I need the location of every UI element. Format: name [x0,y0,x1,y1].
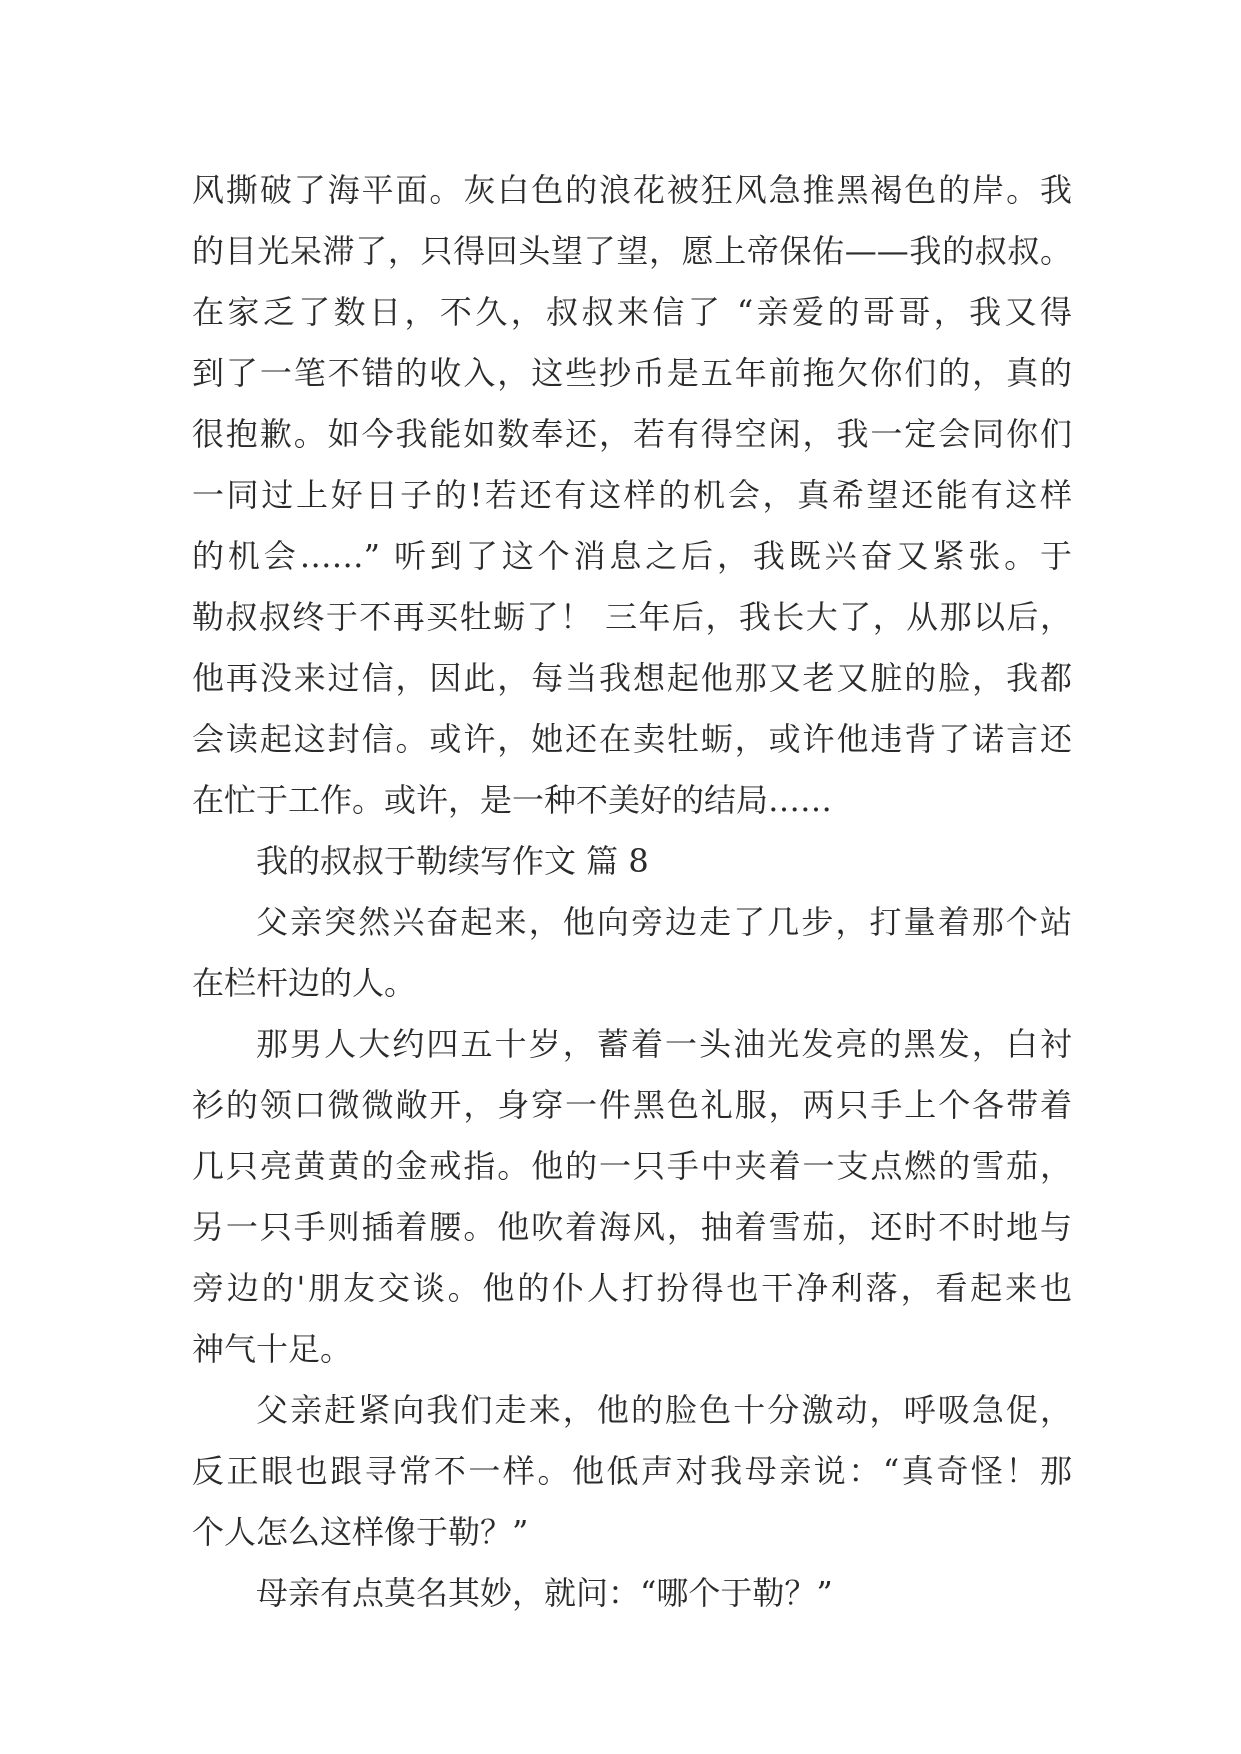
text-line: 几只亮黄黄的金戒指。他的一只手中夹着一支点燃的雪茄， [192,1147,1072,1185]
text-line: 父亲突然兴奋起来，他向旁边走了几步，打量着那个站 [256,903,1072,941]
text-line: 我的叔叔于勒续写作文 篇 8 [256,842,649,880]
text-line: 他再没来过信，因此，每当我想起他那又老又脏的脸，我都 [192,659,1072,697]
text-line: 在忙于工作。或许，是一种不美好的结局…… [192,781,833,819]
text-line: 那男人大约四五十岁，蓄着一头油光发亮的黑发，白衬 [256,1025,1072,1063]
text-line: 勒叔叔终于不再买牡蛎了！ 三年后，我长大了，从那以后， [192,598,1072,636]
text-line: 衫的领口微微敞开，身穿一件黑色礼服，两只手上个各带着 [192,1086,1072,1124]
text-line: 在栏杆边的人。 [192,964,417,1002]
text-line: 反正眼也跟寻常不一样。他低声对我母亲说：“真奇怪！那 [192,1452,1072,1490]
text-line: 会读起这封信。或许，她还在卖牡蛎，或许他违背了诺言还 [192,720,1072,758]
text-line: 神气十足。 [192,1330,353,1368]
text-line: 另一只手则插着腰。他吹着海风，抽着雪茄，还时不时地与 [192,1208,1072,1246]
text-line: 的机会……” 听到了这个消息之后，我既兴奋又紧张。于 [192,537,1072,575]
text-line: 到了一笔不错的收入，这些抄币是五年前拖欠你们的，真的 [192,354,1072,392]
text-line: 很抱歉。如今我能如数奉还，若有得空闲，我一定会同你们 [192,415,1072,453]
text-line: 个人怎么这样像于勒？” [192,1513,529,1551]
text-line: 父亲赶紧向我们走来，他的脸色十分激动，呼吸急促， [256,1391,1072,1429]
document-body [192,160,1072,1624]
text-line: 风撕破了海平面。灰白色的浪花被狂风急推黑褐色的岸。我 [192,171,1072,209]
text-line: 母亲有点莫名其妙，就问：“哪个于勒？” [256,1574,833,1612]
text-line: 在家乏了数日，不久，叔叔来信了 “亲爱的哥哥，我又得 [192,293,1072,331]
text-line: 旁边的'朋友交谈。他的仆人打扮得也干净利落，看起来也 [192,1269,1072,1307]
text-line: 的目光呆滞了，只得回头望了望，愿上帝保佑——我的叔叔。 [192,232,1072,270]
text-line: 一同过上好日子的!若还有这样的机会，真希望还能有这样 [192,476,1072,514]
